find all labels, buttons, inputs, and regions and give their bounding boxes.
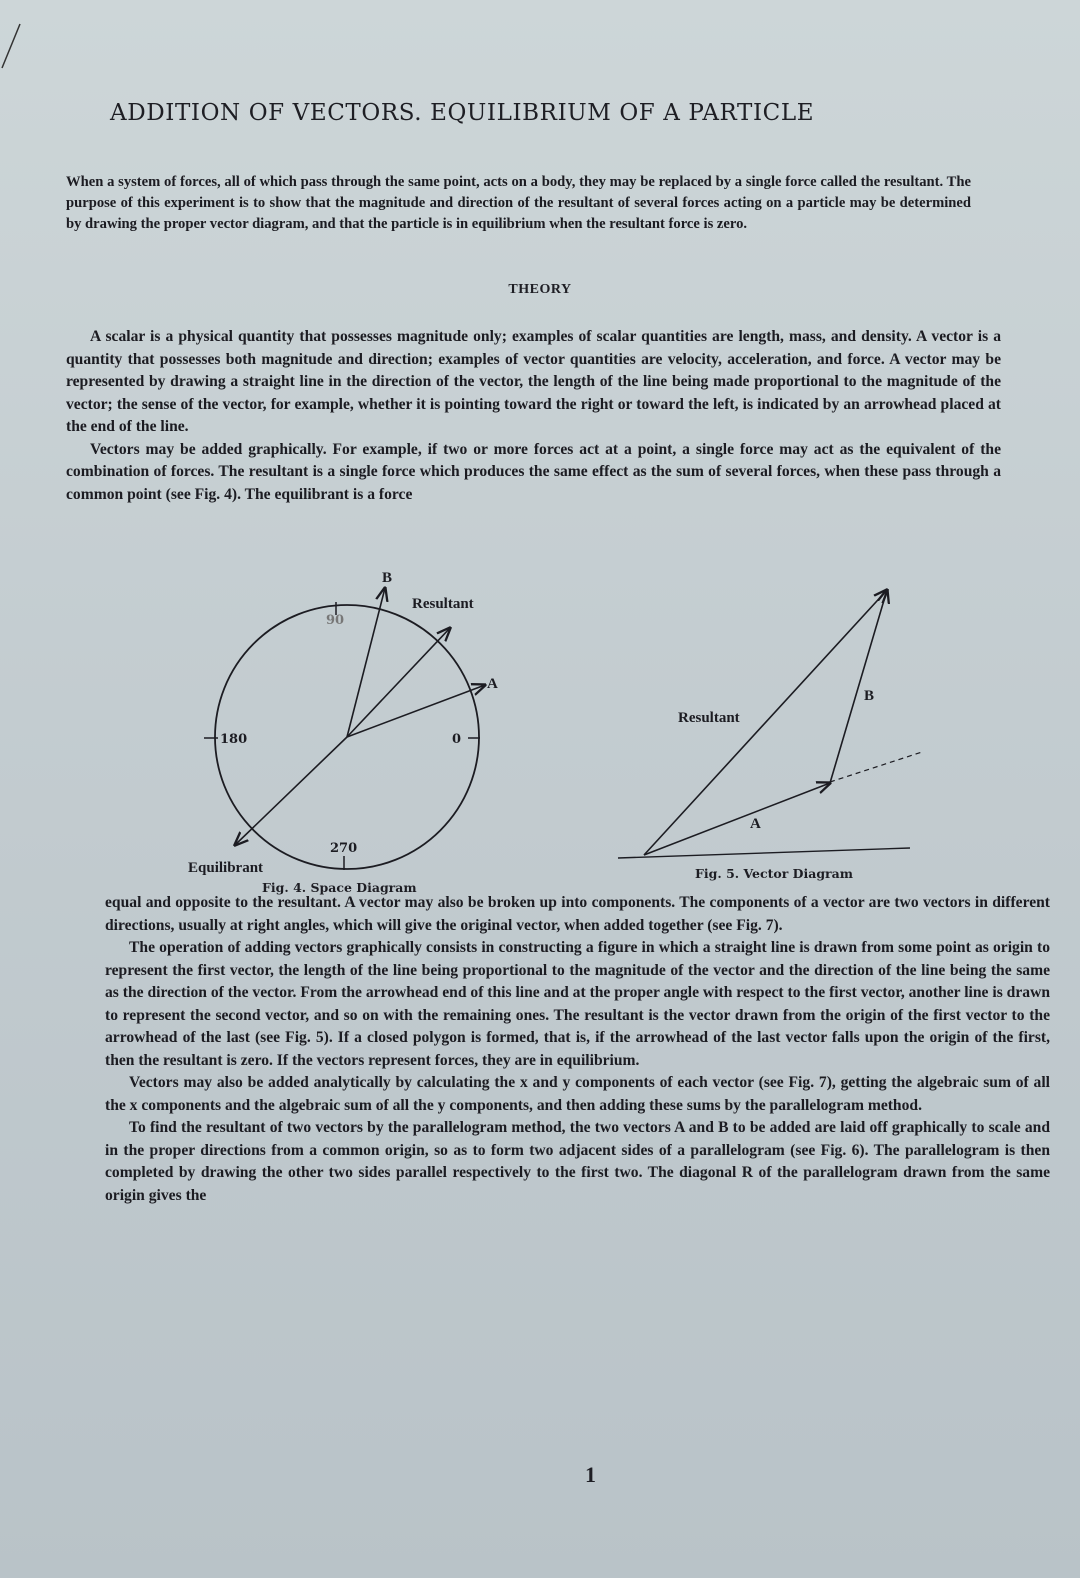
fig5-caption: Fig. 5. Vector Diagram: [695, 866, 853, 881]
fig4-label-270: 270: [330, 841, 358, 856]
fig4-caption: Fig. 4. Space Diagram: [262, 880, 417, 895]
vector-equilibrant: [235, 737, 347, 845]
figure-5-vector-diagram: [612, 570, 932, 870]
fig4-label-90: 90: [326, 613, 345, 628]
fig4-label-0: 0: [452, 732, 462, 747]
analysis-paragraph: To find the resultant of two vectors by the parallelogram method, the two vectors A and B to be added are laid off graphically to scale and in the proper directions from a common origin, so as to form two adjacent sides of a parallelogram (see Fig. 6). The parallelogram is then completed by drawing the other two sides parallel respectively to the first two. The diagonal R of the parallelogram drawn from the same origin gives the: [105, 1119, 1050, 1204]
page-number: 1: [585, 1462, 596, 1487]
intro-paragraph: When a system of forces, all of which pass through the same point, acts on a body, they may be replaced by a single force called the resultant. The purpose of this experiment is to show that the magnitude and direction of the resultant of several forces acting on a particle may be determined by drawing the proper vector diagram, and that the particle is in equilibrium when the resultant force is zero.: [66, 174, 971, 232]
vector-b: [347, 588, 385, 737]
theory-paragraph: A scalar is a physical quantity that possesses magnitude only; examples of scalar quantities are length, mass, and density. A vector is a quantity that possesses both magnitude and direction; examples of vector quantities are velocity, acceleration, and force. A vector may be represented by drawing a straight line in the direction of the vector, the length of the line being made proportional to the magnitude of the vector; the sense of the vector, for example, whether it is pointing toward the right or toward the left, is indicated by an arrowhead placed at the end of the line.: [66, 328, 1001, 435]
analysis-paragraph: Vectors may also be added analytically by calculating the x and y components of each vector (see Fig. 7), getting the algebraic sum of all the x components and the algebraic sum of all the y components, and then adding these sums by the parallelogram method.: [105, 1074, 1050, 1114]
fig4-label-resultant: Resultant: [412, 596, 474, 612]
fig4-label-equilibrant: Equilibrant: [188, 860, 264, 876]
section-heading-theory: THEORY: [508, 282, 572, 297]
analysis-paragraph: The operation of adding vectors graphically consists in constructing a figure in which a straight line is drawn from some point as origin to represent the first vector, the length of the line being proportional to the magnitude of the vector and the direction of the line being the same as the direction of the vector. From the arrowhead end of this line and at the proper angle with respect to the first vector, another line is drawn to represent the second vector, and so on with the remaining ones. The resultant is the vector drawn from the origin of the first vector to the arrowhead of the last (see Fig. 5). If a closed polygon is formed, that is, if the arrowhead of the last vector falls upon the origin of the first, then the resultant is zero. If the vectors represent forces, they are in equilibrium.: [105, 939, 1050, 1069]
baseline: [618, 848, 910, 858]
vector-a: [347, 685, 485, 737]
theory-paragraph: Vectors may be added graphically. For example, if two or more forces act at a point, a single force may act as the equivalent of the combination of forces. The resultant is a single force which produces the same effect as the sum of several forces, when these pass through a common point (see Fig. 4). The equilibrant is a force: [66, 440, 1001, 503]
fig4-label-180: 180: [220, 732, 248, 747]
fig5-label-a: A: [750, 816, 761, 832]
dashed-extension: [830, 752, 922, 782]
analysis-paragraph: equal and opposite to the resultant. A vector may also be broken up into components. The components of a vector are two vectors in different directions, usually at right angles, which will give the original vector, when added together (see Fig. 7).: [105, 894, 1050, 934]
vector-a: [644, 783, 830, 855]
theory-text: [66, 326, 1001, 506]
vector-b: [830, 590, 887, 783]
fig4-label-a: A: [487, 676, 498, 692]
vector-resultant: [347, 628, 450, 737]
fig4-label-b: B: [382, 570, 393, 586]
page-title: ADDITION OF VECTORS. EQUILIBRIUM OF A PARTICLE: [110, 100, 815, 126]
figure-4-space-diagram: [180, 560, 510, 880]
fig5-label-resultant: Resultant: [678, 710, 740, 726]
fig5-label-b: B: [864, 688, 875, 704]
pen-mark: [0, 20, 24, 70]
analysis-text: [105, 892, 1050, 1207]
